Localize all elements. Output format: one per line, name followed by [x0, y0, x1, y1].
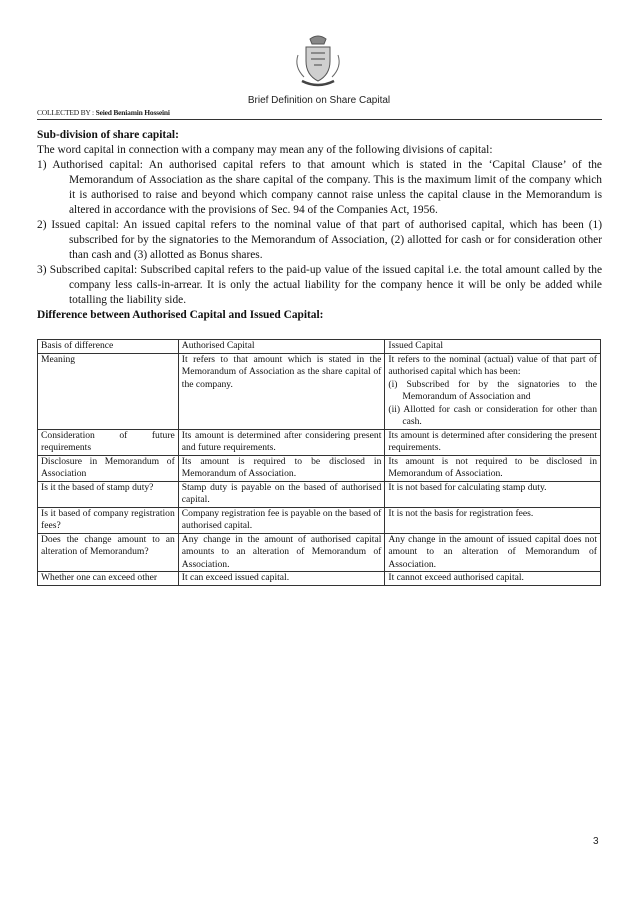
issued-subitem: (ii) Allotted for cash or consideration for other than cash. — [388, 403, 597, 427]
intro-paragraph: The word capital in connection with a company may mean any of the following divisions of capital: — [37, 144, 493, 156]
cell-issued: Its amount is not required to be disclosed in Memorandum of Association. — [385, 455, 601, 481]
cell-issued: It is not based for calculating stamp duty. — [385, 481, 601, 507]
page-number: 3 — [593, 836, 599, 847]
cell-authorised: Its amount is determined after considering present and future requirements. — [178, 429, 385, 455]
list-item-issued — [37, 218, 602, 263]
table-row — [38, 481, 601, 507]
cell-authorised: Company registration fee is payable on the based of authorised capital. — [178, 507, 385, 533]
cell-issued: It is not the basis for registration fees. — [385, 507, 601, 533]
comparison-table — [37, 339, 601, 586]
issued-subitem: (i) Subscribed for by the signatories to the Memorandum of Association and — [388, 378, 597, 402]
cell-authorised: Its amount is required to be disclosed in Memorandum of Association. — [178, 455, 385, 481]
table-header-row — [38, 340, 601, 354]
cell-basis: Is it based of company registration fees? — [38, 507, 179, 533]
cell-issued: It cannot exceed authorised capital. — [385, 572, 601, 586]
cell-basis: Whether one can exceed other — [38, 572, 179, 586]
table-row — [38, 533, 601, 572]
table-row — [38, 353, 601, 429]
table-row — [38, 429, 601, 455]
cell-authorised: It can exceed issued capital. — [178, 572, 385, 586]
cell-basis: Disclosure in Memorandum of Association — [38, 455, 179, 481]
list-text: Subscribed capital: Subscribed capital refers to the paid-up value of the issued capital i.e. the total amount called by the company less calls-in-arrear. It is only the actual liability for the company hence it will be only be added while totalling the liability side. — [49, 264, 603, 306]
cell-basis: Is it the based of stamp duty? — [38, 481, 179, 507]
list-item-authorised — [37, 158, 602, 218]
cell-basis: Does the change amount to an alteration of Memorandum? — [38, 533, 179, 572]
cell-basis: Consideration of future requirements — [38, 429, 179, 455]
collector-name: Seied Beniamin Hosseini — [95, 108, 170, 117]
table-row — [38, 572, 601, 586]
list-text: Authorised capital: An authorised capital refers to that amount which is stated in the ‘Capital Clause’ of the Memorandum of Association as the share capital of the company. This is the maximum limit of the company which it is authorised to raise and beyond which company cannot raise unless the capital clause in the Memorandum is altered in accordance with the provisions of Sec. 94 of the Companies Act, 1956. — [52, 159, 602, 216]
collected-by-label: COLLECTED BY : — [37, 108, 96, 117]
cell-basis: Meaning — [38, 353, 179, 429]
header-divider — [37, 119, 602, 120]
issued-text: It refers to the nominal (actual) value of that part of authorised capital which has been: — [388, 353, 597, 377]
collected-by-line — [37, 108, 170, 117]
cell-issued: Any change in the amount of issued capital does not amount to an alteration of Memorandum of Association. — [385, 533, 601, 572]
column-header: Issued Capital — [385, 340, 601, 354]
section-heading-subdivision: Sub-division of share capital: — [37, 129, 179, 141]
document-body — [37, 128, 602, 323]
university-crest-logo — [292, 33, 344, 89]
table-row — [38, 507, 601, 533]
section-heading-difference: Difference between Authorised Capital and Issued Capital: — [37, 309, 324, 321]
cell-issued — [385, 353, 601, 429]
list-item-subscribed — [37, 263, 602, 308]
list-number: 3) — [37, 264, 50, 276]
document-title: Brief Definition on Share Capital — [247, 95, 391, 106]
list-number: 2) — [37, 219, 52, 231]
list-text: Issued capital: An issued capital refers to the nominal value of that part of authorised capital, which has been (1) subscribed for by the signatories to the Memorandum of Association, (2) allotted for cash or for consideration other than cash and (3) allotted as Bonus shares. — [51, 219, 602, 261]
list-number: 1) — [37, 159, 53, 171]
cell-authorised: Stamp duty is payable on the based of authorised capital. — [178, 481, 385, 507]
table-row — [38, 455, 601, 481]
column-header: Authorised Capital — [178, 340, 385, 354]
column-header: Basis of difference — [38, 340, 179, 354]
cell-authorised: It refers to that amount which is stated in the Memorandum of Association as the share capital of the company. — [178, 353, 385, 429]
cell-authorised: Any change in the amount of authorised capital amounts to an alteration of Memorandum of Association. — [178, 533, 385, 572]
cell-issued: Its amount is determined after considering the present requirements. — [385, 429, 601, 455]
